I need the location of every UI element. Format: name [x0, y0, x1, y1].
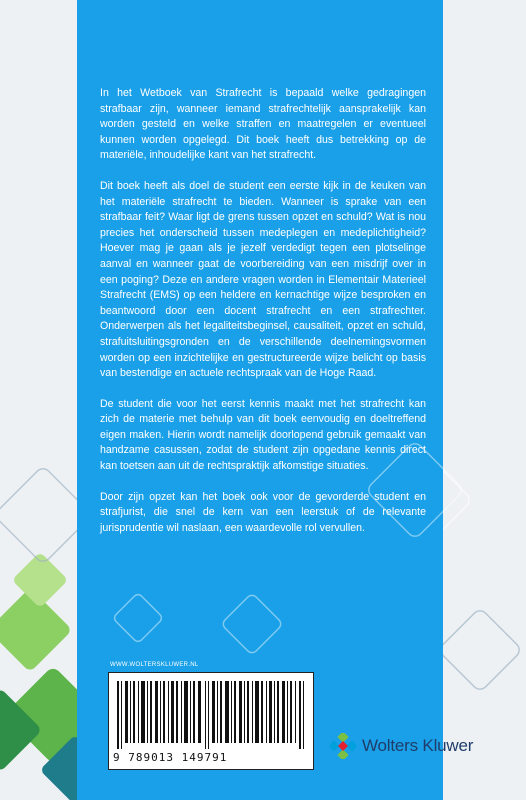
back-cover-description [100, 86, 426, 551]
description-paragraph-4: Door zijn opzet kan het boek ook voor de gevorderde student en strafjurist, die snel de kern van een leerstuk of de relevante jurisprudentie wil naslaan, een waardevolle rol vervullen. [100, 490, 426, 534]
description-paragraph-3: De student die voor het eerst kennis maakt met het strafrecht kan zich de materie met behulp van dit boek eenvoudig en doeltreffend eigen maken. Hierin wordt namelijk doorlopend gebruik gemaakt van handzame casussen, zodat de student zijn opgedane kennis direct kan toetsen aan uit de rechtspraktijk afkomstige situaties. [100, 397, 426, 473]
wolters-kluwer-logo-icon [330, 733, 356, 759]
description-paragraph-1: In het Wetboek van Strafrecht is bepaald welke gedragingen strafbaar zijn, wanneer iemand strafrechtelijk aansprakelijk kan worden gesteld en welke straffen en maatregelen er eventueel kunnen worden opgelegd. Dit boek heeft dus betrekking op de materiële, inhoudelijke kant van het strafrecht. [100, 87, 426, 162]
wolters-kluwer-logo[interactable] [330, 732, 473, 760]
barcode-icon [117, 681, 305, 749]
isbn-number: 9 789013 149791 [113, 751, 228, 764]
isbn-barcode [108, 672, 314, 770]
description-paragraph-2: Dit boek heeft als doel de student een eerste kijk in de keuken van het materiële strafrecht te bieden. Wanneer is sprake van een strafbaar feit? Waar ligt de grens tussen opzet en schuld? Wat is nou precies het onderscheid tussen medeplegen en medeplichtigheid? Hoever mag je gaan als je jezelf verdedigt tegen een plotselinge aanval en wanneer gaat de voorbereiding van een misdrijf over in een poging? Deze en andere vragen worden in Elementair Materieel Strafrecht (EMS) op een heldere en kernachtige wijze besproken en beantwoord door een docent strafrecht en een strafrechter. Onderwerpen als het legaliteitsbeginsel, causaliteit, opzet en schuld, strafuitsluitingsgronden en de verschillende deelnemingsvormen worden op een inzichtelijke en gestructureerde wijze belicht op basis van bestendige en actuele rechtspraak van de Hoge Raad. [100, 179, 426, 380]
publisher-website: WWW.WOLTERSKLUWER.NL [110, 662, 199, 668]
publisher-logo-text: Wolters Kluwer [362, 736, 474, 755]
